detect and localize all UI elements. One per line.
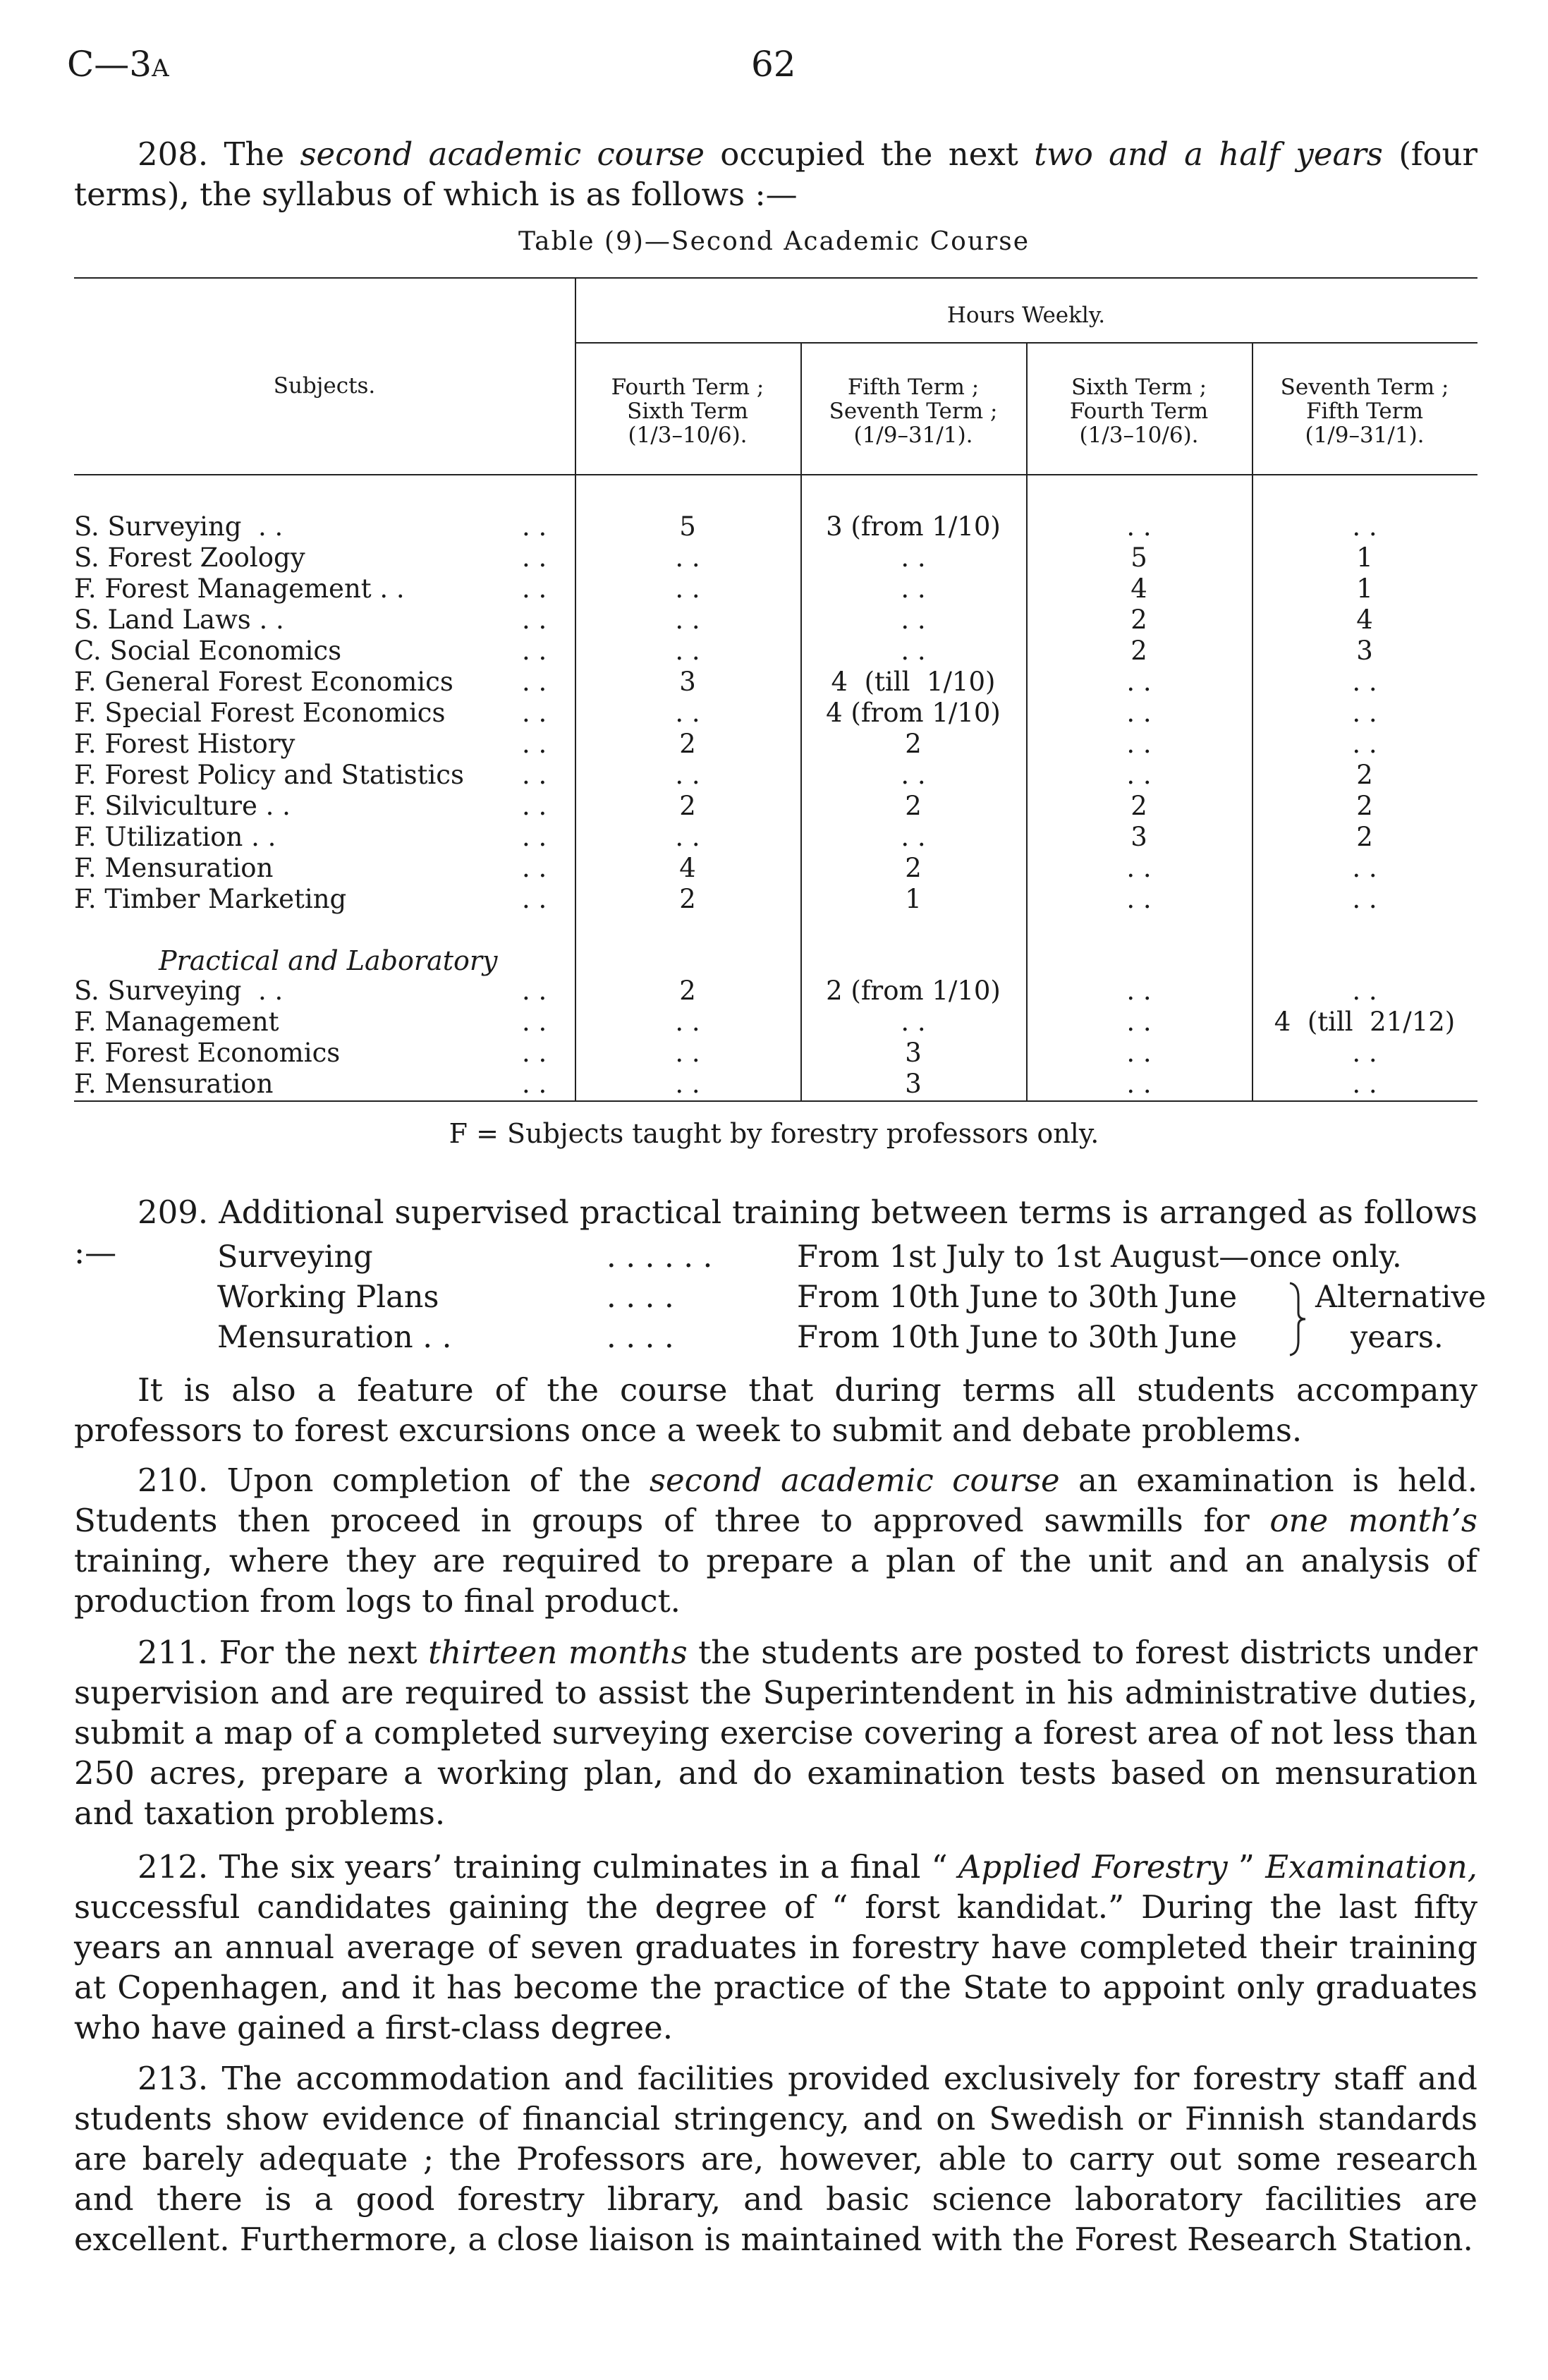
table-cell-col4: . . <box>1352 884 1377 914</box>
table-cell-col1: . . <box>675 542 700 573</box>
training-label-3: Mensuration . . <box>217 1320 452 1355</box>
table-cell-col4: 2 <box>1356 791 1373 821</box>
table-row-subject: F. Timber Marketing <box>74 884 347 914</box>
table-cell-col4: 3 <box>1356 636 1373 666</box>
table-row-subject: F. Mensuration <box>74 853 274 883</box>
table-cell-col3: . . <box>1126 667 1152 697</box>
table-row-subject: F. Special Forest Economics <box>74 698 446 728</box>
leader-dots: . . <box>522 729 547 759</box>
table-cell-col3: . . <box>1126 729 1152 759</box>
table-cell-col3: 2 <box>1130 791 1147 821</box>
table-cell-col3: . . <box>1126 1069 1152 1099</box>
table-cell-col3: 5 <box>1130 542 1147 573</box>
table-row-subject: F. Silviculture . . <box>74 791 291 821</box>
paragraph-213: 213. The accommodation and facilities provided exclusively for forestry staff and students show evidence of financial stringency, and on Swedish or Finnish standards are barely adequate ; the Professors are, however, able to carry out some research and there is a good forestry library, and basic science laboratory facilities are excellent. Furthermore, a close liaison is maintained with the Forest Research Station. <box>74 2060 1477 2258</box>
table-cell-col2: 2 (from 1/10) <box>826 976 1001 1006</box>
table-cell-col2: . . <box>901 1007 926 1037</box>
leader-dots: . . <box>522 1007 547 1037</box>
table-row-subject: F. Forest Economics <box>74 1038 341 1068</box>
col-header-4: Seventh Term ; Fifth Term (1/9–31/1). <box>1280 375 1449 448</box>
table-cell-col4: 2 <box>1356 760 1373 790</box>
alternative-label: Alternative <box>1315 1280 1487 1315</box>
table-cell-col3: . . <box>1126 1007 1152 1037</box>
table-cell-col1: . . <box>675 1038 700 1068</box>
table-row-subject: C. Social Economics <box>74 636 342 666</box>
table-cell-col3: . . <box>1126 884 1152 914</box>
subjects-header: Subjects. <box>273 373 376 399</box>
table-cell-col3: . . <box>1126 853 1152 883</box>
brace-icon <box>1287 1280 1308 1358</box>
table-cell-col3: 2 <box>1130 605 1147 635</box>
leader-dots: . . <box>522 1069 547 1099</box>
table-cell-col1: . . <box>675 698 700 728</box>
table-row-subject: S. Surveying . . <box>74 511 284 542</box>
table-caption: Table (9)—Second Academic Course <box>518 227 1030 256</box>
table-cell-col1: . . <box>675 636 700 666</box>
table-cell-col3: . . <box>1126 511 1152 542</box>
header-bottom-rule <box>74 474 1477 475</box>
table-cell-col3: 2 <box>1130 636 1147 666</box>
table-cell-col4: . . <box>1352 976 1377 1006</box>
table-cell-col3: . . <box>1126 760 1152 790</box>
leader-dots: . . <box>522 667 547 697</box>
leader-dots: . . <box>522 636 547 666</box>
table-cell-col3: 3 <box>1130 822 1147 852</box>
training-dots-1: . . . . . . <box>607 1239 713 1275</box>
table-row-subject: F. Forest Policy and Statistics <box>74 760 464 790</box>
table-cell-col2: 3 (from 1/10) <box>826 511 1001 542</box>
paragraph-208: 208. The second academic course occupied the next two and a half years (four terms), the syllabus of which is as follows :— <box>74 135 1478 213</box>
table-cell-col4: . . <box>1352 1038 1377 1068</box>
years-label: years. <box>1351 1320 1444 1355</box>
table-cell-col2: 2 <box>905 791 922 821</box>
table-cell-col4: 4 <box>1356 605 1373 635</box>
leader-dots: . . <box>522 791 547 821</box>
page-number: 62 <box>751 44 796 85</box>
table-cell-col1: 2 <box>679 729 696 759</box>
table-cell-col3: . . <box>1126 698 1152 728</box>
leader-dots: . . <box>522 884 547 914</box>
table-cell-col4: . . <box>1352 667 1377 697</box>
table-row-subject: F. Forest Management . . <box>74 573 405 604</box>
training-label-1: Surveying <box>217 1239 373 1275</box>
table-cell-col1: . . <box>675 605 700 635</box>
table-row-subject: F. Utilization . . <box>74 822 276 852</box>
paragraph-210: 210. Upon completion of the second academic course an examination is held. Students then proceed in groups of three to approved sawmills for one month’s training, where they are required to prepare a plan of the unit and an analysis of production from logs to final product. <box>74 1462 1477 1620</box>
paragraph-209-follow: It is also a feature of the course that during terms all students accompany professors to forest excursions once a week to submit and debate problems. <box>74 1371 1477 1449</box>
table-cell-col1: . . <box>675 760 700 790</box>
table-cell-col1: 2 <box>679 976 696 1006</box>
table-cell-col2: 4 (till 1/10) <box>831 667 996 697</box>
leader-dots: . . <box>522 853 547 883</box>
training-value-1: From 1st July to 1st August—once only. <box>797 1239 1402 1275</box>
leader-dots: . . <box>522 760 547 790</box>
col-header-1: Fourth Term ; Sixth Term (1/3–10/6). <box>611 375 764 448</box>
table-row-subject: S. Land Laws . . <box>74 605 284 635</box>
col-header-2: Fifth Term ; Seventh Term ; (1/9–31/1). <box>829 375 998 448</box>
table-cell-col1: . . <box>675 1007 700 1037</box>
table-cell-col4: 1 <box>1356 573 1373 604</box>
table-cell-col4: . . <box>1352 853 1377 883</box>
leader-dots: . . <box>522 605 547 635</box>
training-dots-2: . . . . <box>607 1280 674 1315</box>
table-cell-col4: 4 (till 21/12) <box>1274 1007 1456 1037</box>
table-cell-col2: 3 <box>905 1069 922 1099</box>
table-cell-col2: . . <box>901 573 926 604</box>
table-footnote: F = Subjects taught by forestry professors only. <box>449 1118 1099 1149</box>
table-row-subject: F. Forest History <box>74 729 295 759</box>
leader-dots: . . <box>522 542 547 573</box>
table-cell-col1: 2 <box>679 884 696 914</box>
table-cell-col4: 1 <box>1356 542 1373 573</box>
training-dots-3: . . . . <box>607 1320 674 1355</box>
table-cell-col1: . . <box>675 822 700 852</box>
table-bottom-rule <box>74 1100 1477 1102</box>
table-row-subject: S. Surveying . . <box>74 976 284 1006</box>
table-cell-col4: . . <box>1352 1069 1377 1099</box>
table-cell-col2: . . <box>901 542 926 573</box>
table-cell-col2: 1 <box>905 884 922 914</box>
leader-dots: . . <box>522 976 547 1006</box>
table-cell-col4: . . <box>1352 729 1377 759</box>
training-value-3: From 10th June to 30th June <box>797 1320 1238 1355</box>
leader-dots: . . <box>522 698 547 728</box>
paragraph-211: 211. For the next thirteen months the students are posted to forest districts under supervision and are required to assist the Superintendent in his administrative duties, submit a map of a completed surveying exercise covering a forest area of not less than 250 acres, prepare a working plan, and do examination tests based on mensuration and taxation problems. <box>74 1634 1477 1832</box>
training-value-2: From 10th June to 30th June <box>797 1280 1238 1315</box>
leader-dots: . . <box>522 511 547 542</box>
table-cell-col2: . . <box>901 636 926 666</box>
leader-dots: . . <box>522 573 547 604</box>
table-cell-col1: 3 <box>679 667 696 697</box>
table-cell-col1: . . <box>675 1069 700 1099</box>
document-code: C—3A <box>67 44 169 85</box>
col-header-3: Sixth Term ; Fourth Term (1/3–10/6). <box>1069 375 1209 448</box>
table-row-subject: S. Forest Zoology <box>74 542 305 573</box>
table-cell-col3: 4 <box>1130 573 1147 604</box>
table-row-subject: F. Mensuration <box>74 1069 274 1099</box>
table-cell-col4: . . <box>1352 511 1377 542</box>
table-cell-col2: 2 <box>905 853 922 883</box>
table-top-rule <box>74 277 1477 279</box>
table-cell-col1: 2 <box>679 791 696 821</box>
leader-dots: . . <box>522 1038 547 1068</box>
practical-header: Practical and Laboratory <box>159 945 498 976</box>
table-cell-col4: . . <box>1352 698 1377 728</box>
training-label-2: Working Plans <box>217 1280 439 1315</box>
table-cell-col2: 3 <box>905 1038 922 1068</box>
table-cell-col2: 4 (from 1/10) <box>826 698 1001 728</box>
table-cell-col2: . . <box>901 760 926 790</box>
paragraph-212: 212. The six years’ training culminates in a final “ Applied Forestry ” Examination, successful candidates gaining the degree of “ forst kandidat.” During the last fifty years an annual average of seven graduates in forestry have completed their training at Copenhagen, and it has become the practice of the State to appoint only graduates who have gained a first-class degree. <box>74 1848 1477 2046</box>
table-cell-col1: 5 <box>679 511 696 542</box>
table-cell-col4: 2 <box>1356 822 1373 852</box>
table-cell-col3: . . <box>1126 1038 1152 1068</box>
table-row-subject: F. General Forest Economics <box>74 667 453 697</box>
table-row-subject: F. Management <box>74 1007 279 1037</box>
hours-weekly-header: Hours Weekly. <box>946 303 1106 328</box>
table-cell-col2: . . <box>901 605 926 635</box>
table-cell-col3: . . <box>1126 976 1152 1006</box>
table-cell-col1: . . <box>675 573 700 604</box>
table-cell-col2: . . <box>901 822 926 852</box>
table-cell-col1: 4 <box>679 853 696 883</box>
leader-dots: . . <box>522 822 547 852</box>
table-cell-col2: 2 <box>905 729 922 759</box>
paragraph-209: 209. Additional supervised practical training between terms is arranged as follows :— <box>74 1194 1477 1271</box>
